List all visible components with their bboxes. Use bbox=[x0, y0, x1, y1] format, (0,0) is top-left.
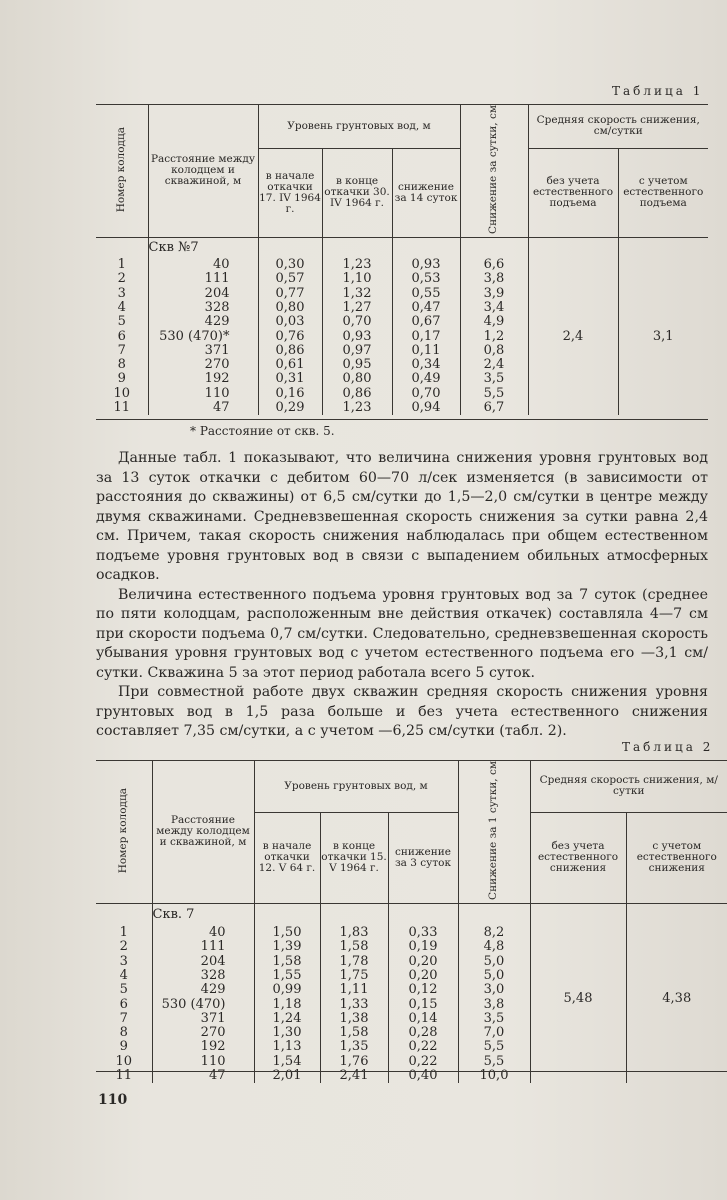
daily-drop: 5,0 bbox=[458, 954, 530, 968]
distance: 192 bbox=[148, 372, 258, 386]
table2-label: Таблица 2 bbox=[622, 740, 714, 754]
t2-header-no-rise: без учета естественного снижения bbox=[530, 812, 626, 903]
t2-speed-with-rise: 4,38 bbox=[662, 990, 692, 1006]
level-start: 1,55 bbox=[254, 968, 320, 982]
level-start: 0,30 bbox=[258, 257, 322, 271]
well-number: 4 bbox=[96, 968, 152, 982]
level-drop: 0,34 bbox=[392, 358, 460, 372]
well-number: 5 bbox=[96, 315, 148, 329]
level-drop: 0,15 bbox=[388, 997, 458, 1011]
level-drop: 0,40 bbox=[388, 1068, 458, 1082]
well-number: 6 bbox=[96, 997, 152, 1011]
t1-well-label: Скв №7 bbox=[148, 237, 258, 257]
t1-speed-no-rise: 2,4 bbox=[528, 237, 618, 414]
well-number: 8 bbox=[96, 358, 148, 372]
level-start: 1,13 bbox=[254, 1040, 320, 1054]
daily-drop: 3,0 bbox=[458, 983, 530, 997]
well-number: 2 bbox=[96, 272, 148, 286]
level-start: 0,29 bbox=[258, 400, 322, 414]
level-end: 1,58 bbox=[320, 940, 388, 954]
level-start: 0,80 bbox=[258, 300, 322, 314]
distance: 270 bbox=[152, 1026, 254, 1040]
level-drop: 0,93 bbox=[392, 257, 460, 271]
distance: 371 bbox=[148, 343, 258, 357]
t1-header-level: Уровень грунтовых вод, м bbox=[258, 105, 460, 149]
well-number: 9 bbox=[96, 1040, 152, 1054]
well-number: 6 bbox=[96, 329, 148, 343]
distance: 270 bbox=[148, 358, 258, 372]
level-drop: 0,20 bbox=[388, 968, 458, 982]
level-start: 0,86 bbox=[258, 343, 322, 357]
t2-bottom-rule bbox=[96, 1071, 727, 1072]
daily-drop: 5,5 bbox=[458, 1040, 530, 1054]
level-end: 1,58 bbox=[320, 1026, 388, 1040]
level-end: 1,11 bbox=[320, 983, 388, 997]
distance: 204 bbox=[152, 954, 254, 968]
level-end: 1,35 bbox=[320, 1040, 388, 1054]
daily-drop: 4,9 bbox=[460, 315, 528, 329]
distance: 110 bbox=[152, 1054, 254, 1068]
daily-drop: 6,6 bbox=[460, 257, 528, 271]
level-drop: 0,47 bbox=[392, 300, 460, 314]
page-number: 110 bbox=[98, 1092, 128, 1108]
t1-bottom-rule bbox=[96, 419, 708, 420]
t2-well-label: Скв. 7 bbox=[152, 903, 254, 925]
distance: 40 bbox=[148, 257, 258, 271]
level-drop: 0,33 bbox=[388, 925, 458, 939]
daily-drop: 8,2 bbox=[458, 925, 530, 939]
well-number: 1 bbox=[96, 257, 148, 271]
well-number: 7 bbox=[96, 1011, 152, 1025]
t2-speed-no-rise: 5,48 bbox=[530, 903, 626, 1082]
paragraph-3: При совместной работе двух скважин средняя скорость снижения уровня грунтовых вод в 1,5 раза больше и без учета естественного снижения составляет 7,35 см/сутки, а с учетом —6,25 см/сутки (табл. 2). bbox=[96, 684, 708, 739]
t1-header-with-rise: с учетом естественного подъема bbox=[623, 175, 704, 210]
daily-drop: 5,5 bbox=[460, 386, 528, 400]
t2-header-no: Номер колодца bbox=[96, 761, 152, 904]
t2-header-speed: Средняя скорость снижения, м/сутки bbox=[530, 761, 727, 813]
distance: 40 bbox=[152, 925, 254, 939]
level-drop: 0,17 bbox=[392, 329, 460, 343]
well-number: 11 bbox=[96, 400, 148, 414]
level-end: 1,38 bbox=[320, 1011, 388, 1025]
level-end: 2,41 bbox=[320, 1068, 388, 1082]
level-drop: 0,53 bbox=[392, 272, 460, 286]
t1-header-speed: Средняя скорость снижения, см/сутки bbox=[528, 105, 708, 149]
distance: 111 bbox=[152, 940, 254, 954]
level-start: 1,58 bbox=[254, 954, 320, 968]
level-drop: 0,49 bbox=[392, 372, 460, 386]
level-start: 0,61 bbox=[258, 358, 322, 372]
table1 bbox=[96, 104, 708, 415]
paragraph-2: Величина естественного подъема уровня грунтовых вод за 7 суток (среднее по пяти колодцам, расположенным вне действия откачек) составляла 4—7 см при скорости подъема 0,7 см/сутки. Следовательно, средневзвешенная скорость убывания уровня грунтовых вод с учетом естественного подъема его —3,1 см/сутки. Скважина 5 за этот период работала всего 5 суток. bbox=[96, 586, 708, 681]
level-start: 1,30 bbox=[254, 1026, 320, 1040]
t1-footnote: * Расстояние от скв. 5. bbox=[190, 424, 335, 438]
level-start: 0,77 bbox=[258, 286, 322, 300]
level-start: 1,24 bbox=[254, 1011, 320, 1025]
daily-drop: 4,8 bbox=[458, 940, 530, 954]
level-start: 0,16 bbox=[258, 386, 322, 400]
t2-header-level: Уровень грунтовых вод, м bbox=[254, 761, 458, 813]
t2-header-end: в конце откачки 15. V 1964 г. bbox=[320, 812, 388, 903]
distance: 111 bbox=[148, 272, 258, 286]
daily-drop: 5,0 bbox=[458, 968, 530, 982]
level-end: 1,10 bbox=[322, 272, 392, 286]
level-drop: 0,14 bbox=[388, 1011, 458, 1025]
distance: 47 bbox=[152, 1068, 254, 1082]
well-number: 3 bbox=[96, 954, 152, 968]
level-drop: 0,67 bbox=[392, 315, 460, 329]
t2-header-drop: снижение за 3 суток bbox=[388, 812, 458, 903]
daily-drop: 3,8 bbox=[458, 997, 530, 1011]
t2-header-with-rise: с учетом естественного снижения bbox=[636, 840, 717, 875]
distance: 328 bbox=[152, 968, 254, 982]
well-number: 1 bbox=[96, 925, 152, 939]
level-start: 1,18 bbox=[254, 997, 320, 1011]
well-number: 9 bbox=[96, 372, 148, 386]
well-number: 11 bbox=[96, 1068, 152, 1082]
level-end: 1,27 bbox=[322, 300, 392, 314]
well-number: 7 bbox=[96, 343, 148, 357]
daily-drop: 0,8 bbox=[460, 343, 528, 357]
well-number: 4 bbox=[96, 300, 148, 314]
table2 bbox=[96, 760, 727, 1083]
level-start: 1,54 bbox=[254, 1054, 320, 1068]
level-end: 0,70 bbox=[322, 315, 392, 329]
distance: 530 (470) bbox=[152, 997, 254, 1011]
body-text bbox=[96, 449, 708, 742]
distance: 530 (470)* bbox=[148, 329, 258, 343]
distance: 192 bbox=[152, 1040, 254, 1054]
level-drop: 0,11 bbox=[392, 343, 460, 357]
level-drop: 0,70 bbox=[392, 386, 460, 400]
t1-header-end: в конце откачки 30. IV 1964 г. bbox=[322, 148, 392, 237]
well-number: 2 bbox=[96, 940, 152, 954]
well-number: 3 bbox=[96, 286, 148, 300]
daily-drop: 6,7 bbox=[460, 400, 528, 414]
level-start: 1,39 bbox=[254, 940, 320, 954]
well-number: 5 bbox=[96, 983, 152, 997]
well-number: 10 bbox=[96, 386, 148, 400]
daily-drop: 5,5 bbox=[458, 1054, 530, 1068]
level-drop: 0,55 bbox=[392, 286, 460, 300]
t2-header-dist: Расстояние между колодцем и скважиной, м bbox=[152, 761, 254, 904]
level-drop: 0,22 bbox=[388, 1040, 458, 1054]
level-end: 1,76 bbox=[320, 1054, 388, 1068]
level-drop: 0,19 bbox=[388, 940, 458, 954]
t1-speed-with-rise: 3,1 bbox=[652, 328, 674, 344]
level-end: 1,75 bbox=[320, 968, 388, 982]
daily-drop: 7,0 bbox=[458, 1026, 530, 1040]
daily-drop: 3,4 bbox=[460, 300, 528, 314]
level-end: 0,86 bbox=[322, 386, 392, 400]
t2-header-daily: Снижение за 1 сутки, см bbox=[458, 761, 530, 904]
level-end: 1,23 bbox=[322, 257, 392, 271]
level-start: 0,57 bbox=[258, 272, 322, 286]
daily-drop: 3,5 bbox=[460, 372, 528, 386]
t1-header-drop: снижение за 14 суток bbox=[392, 148, 460, 237]
level-drop: 0,22 bbox=[388, 1054, 458, 1068]
t1-header-dist: Расстояние между колодцем и скважиной, м bbox=[148, 105, 258, 238]
distance: 110 bbox=[148, 386, 258, 400]
distance: 204 bbox=[148, 286, 258, 300]
level-start: 0,31 bbox=[258, 372, 322, 386]
level-end: 1,33 bbox=[320, 997, 388, 1011]
well-number: 8 bbox=[96, 1026, 152, 1040]
level-drop: 0,28 bbox=[388, 1026, 458, 1040]
t1-header-daily: Снижение за сутки, см bbox=[460, 105, 528, 238]
distance: 47 bbox=[148, 400, 258, 414]
t1-header-no-rise: без учета естественного подъема bbox=[528, 148, 618, 237]
level-drop: 0,94 bbox=[392, 400, 460, 414]
well-number: 10 bbox=[96, 1054, 152, 1068]
paragraph-1: Данные табл. 1 показывают, что величина снижения уровня грунтовых вод за 13 суток откачки с дебитом 60—70 л/сек изменяется (в зависимости от расстояния до скважины) от 6,5 см/сутки до 1,5—2,0 см/сутки в центре между двумя скважинами. Средневзвешенная скорость снижения за сутки равна 2,4 см. Причем, такая скорость снижения наблюдалась при общем естественном подъеме уровня грунтовых вод в связи с выпадением обильных атмосферных осадков. bbox=[96, 450, 708, 583]
level-end: 0,93 bbox=[322, 329, 392, 343]
t1-header-start: в начале откачки 17. IV 1964 г. bbox=[258, 148, 322, 237]
daily-drop: 3,9 bbox=[460, 286, 528, 300]
daily-drop: 2,4 bbox=[460, 358, 528, 372]
daily-drop: 3,8 bbox=[460, 272, 528, 286]
t2-header-start: в начале откачки 12. V 64 г. bbox=[254, 812, 320, 903]
table1-label: Таблица 1 bbox=[612, 84, 704, 98]
level-end: 1,83 bbox=[320, 925, 388, 939]
level-start: 0,99 bbox=[254, 983, 320, 997]
level-end: 1,32 bbox=[322, 286, 392, 300]
level-end: 0,95 bbox=[322, 358, 392, 372]
level-end: 1,23 bbox=[322, 400, 392, 414]
distance: 429 bbox=[148, 315, 258, 329]
level-start: 1,50 bbox=[254, 925, 320, 939]
distance: 371 bbox=[152, 1011, 254, 1025]
level-drop: 0,12 bbox=[388, 983, 458, 997]
level-start: 2,01 bbox=[254, 1068, 320, 1082]
level-start: 0,76 bbox=[258, 329, 322, 343]
daily-drop: 10,0 bbox=[458, 1068, 530, 1082]
t1-header-no: Номер колодца bbox=[96, 105, 148, 238]
level-end: 1,78 bbox=[320, 954, 388, 968]
level-start: 0,03 bbox=[258, 315, 322, 329]
distance: 429 bbox=[152, 983, 254, 997]
daily-drop: 3,5 bbox=[458, 1011, 530, 1025]
distance: 328 bbox=[148, 300, 258, 314]
level-drop: 0,20 bbox=[388, 954, 458, 968]
daily-drop: 1,2 bbox=[460, 329, 528, 343]
level-end: 0,80 bbox=[322, 372, 392, 386]
level-end: 0,97 bbox=[322, 343, 392, 357]
